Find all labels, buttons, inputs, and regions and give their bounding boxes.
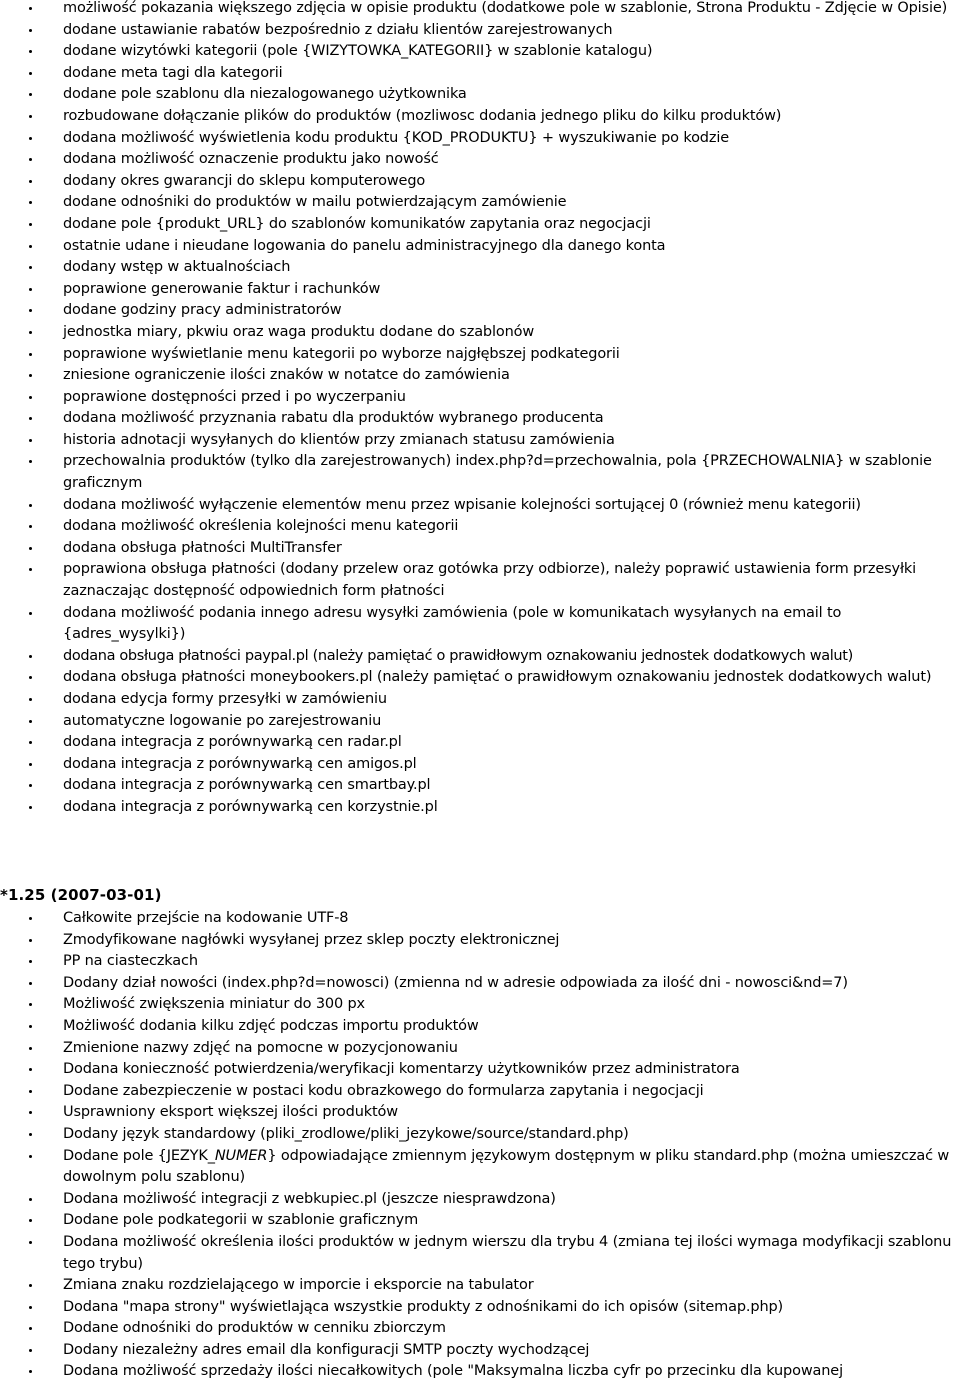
bullet-icon [29, 939, 32, 942]
list-item-text: dodane pole szablonu dla niezalogowanego użytkownika [63, 86, 467, 103]
bullet-icon [29, 720, 32, 723]
bullet-icon [29, 698, 32, 701]
list-item [0, 1146, 960, 1189]
list-item [0, 1124, 960, 1146]
list-item-text: Dodane odnośniki do produktów w cenniku zbiorczym [63, 1320, 446, 1337]
bullet-icon [29, 396, 32, 399]
bullet-icon [29, 180, 32, 183]
list-item-text: Dodane pole {JEZYK_ [63, 1147, 215, 1164]
list-item-text: dodana integracja z porównywarką cen amigos.pl [63, 755, 417, 772]
bullet-icon [29, 1327, 32, 1330]
list-item [0, 754, 960, 776]
list-item [0, 775, 960, 797]
list-item-text: poprawione dostępności przed i po wyczerpaniu [63, 388, 406, 405]
bullet-icon [29, 1111, 32, 1114]
list-item-text: poprawione wyświetlanie menu kategorii po wyborze najgłębszej podkategorii [63, 345, 620, 362]
list-item [0, 1038, 960, 1060]
bullet-icon [29, 137, 32, 140]
list-item-text: Dodany dział nowości (index.php?d=nowosci) (zmienna nd w adresie odpowiada za ilość dni - nowosci&nd=7) [63, 974, 848, 991]
list-item-text: dodane meta tagi dla kategorii [63, 64, 283, 81]
bullet-icon [29, 115, 32, 118]
bullet-icon [29, 1198, 32, 1201]
list-item [0, 149, 960, 171]
list-item [0, 603, 960, 646]
list-item [0, 689, 960, 711]
list-item [0, 279, 960, 301]
list-item [0, 300, 960, 322]
bullet-icon [29, 612, 32, 615]
list-item [0, 41, 960, 63]
bullet-icon [29, 784, 32, 787]
list-item [0, 1361, 960, 1383]
list-item [0, 84, 960, 106]
bullet-icon [29, 1241, 32, 1244]
list-item-text: możliwość pokazania większego zdjęcia w opisie produktu (dodatkowe pole w szablonie, Strona Produktu - Zdjęcie w Opisie) [63, 0, 948, 16]
list-item [0, 797, 960, 819]
list-item-text: poprawione generowanie faktur i rachunków [63, 280, 381, 297]
bullet-icon [29, 1133, 32, 1136]
list-item [0, 1081, 960, 1103]
list-item-text: dodane wizytówki kategorii (pole {WIZYTOWKA_KATEGORII} w szablonie katalogu) [63, 43, 653, 60]
list-item [0, 930, 960, 952]
bullet-icon [29, 460, 32, 463]
bullet-icon [29, 223, 32, 226]
list-item [0, 1059, 960, 1081]
bullet-icon [29, 439, 32, 442]
list-item-text: Dodana "mapa strony" wyświetlająca wszystkie produkty z odnośnikami do ich opisów (sitemap.php) [63, 1298, 784, 1315]
list-item-text: zniesione ograniczenie ilości znaków w notatce do zamówienia [63, 367, 510, 384]
list-item-text: Zmiana znaku rozdzielającego w imporcie i eksporcie na tabulator [63, 1277, 534, 1294]
bullet-icon [29, 93, 32, 96]
bullet-icon [29, 763, 32, 766]
list-item-text: dodana możliwość podania innego adresu wysyłki zamówienia (pole w komunikatach wysyłanych na email to {adres_wysylki}) [63, 604, 842, 643]
list-item-text: dodany okres gwarancji do sklepu komputerowego [63, 172, 426, 189]
list-item-text: Możliwość zwiększenia miniatur do 300 px [63, 996, 365, 1013]
list-item [0, 106, 960, 128]
list-item [0, 1297, 960, 1319]
list-item-text: automatyczne logowanie po zarejestrowaniu [63, 712, 382, 729]
bullet-icon [29, 655, 32, 658]
list-item [0, 322, 960, 344]
list-item-text: dodana obsługa płatności paypal.pl (należy pamiętać o prawidłowym oznakowaniu jednostek dodatkowych walut) [63, 647, 853, 664]
list-item [0, 128, 960, 150]
bullet-icon [29, 1068, 32, 1071]
bullet-icon [29, 547, 32, 550]
bullet-icon [29, 1047, 32, 1050]
list-item [0, 1102, 960, 1124]
list-item [0, 1232, 960, 1275]
list-item [0, 732, 960, 754]
list-item [0, 994, 960, 1016]
list-item [0, 667, 960, 689]
list-item [0, 430, 960, 452]
list-item [0, 538, 960, 560]
list-item [0, 1318, 960, 1340]
changelog-list-1-25 [0, 908, 960, 1383]
bullet-icon [29, 1284, 32, 1287]
list-item-text: dodane pole {produkt_URL} do szablonów komunikatów zapytania oraz negocjacji [63, 215, 651, 232]
bullet-icon [29, 158, 32, 161]
bullet-icon [29, 1306, 32, 1309]
bullet-icon [29, 960, 32, 963]
bullet-icon [29, 1370, 32, 1373]
bullet-icon [29, 353, 32, 356]
list-item [0, 1340, 960, 1362]
bullet-icon [29, 806, 32, 809]
list-item-text: jednostka miary, pkwiu oraz waga produktu dodane do szablonów [63, 323, 535, 340]
bullet-icon [29, 1349, 32, 1352]
list-item [0, 559, 960, 602]
bullet-icon [29, 1219, 32, 1222]
bullet-icon [29, 309, 32, 312]
list-item-text: Całkowite przejście na kodowanie UTF-8 [63, 910, 349, 926]
list-item [0, 365, 960, 387]
list-item [0, 192, 960, 214]
list-item [0, 1210, 960, 1232]
list-item-text: Usprawniony eksport większej ilości produktów [63, 1104, 398, 1121]
bullet-icon [29, 417, 32, 420]
list-item [0, 408, 960, 430]
list-item-text: rozbudowane dołączanie plików do produktów (mozliwosc dodania jednego pliku do kilku produktów) [63, 107, 782, 124]
bullet-icon [29, 1090, 32, 1093]
bullet-icon [29, 50, 32, 53]
list-item [0, 0, 960, 20]
list-item-text: Dodana możliwość określenia ilości produktów w jednym wierszu dla trybu 4 (zmiana tej ilości wymaga modyfikacji szablonu tego trybu) [63, 1233, 952, 1272]
list-item-text: dodana integracja z porównywarką cen smartbay.pl [63, 777, 431, 794]
bullet-icon [29, 201, 32, 204]
list-item-text: dodane odnośniki do produktów w mailu potwierdzającym zamówienie [63, 194, 567, 211]
bullet-icon [29, 266, 32, 269]
bullet-icon [29, 288, 32, 291]
bullet-icon [29, 982, 32, 985]
list-item [0, 908, 960, 930]
list-item-text: Możliwość dodania kilku zdjęć podczas importu produktów [63, 1017, 479, 1034]
bullet-icon [29, 1003, 32, 1006]
list-item [0, 711, 960, 733]
list-item-text: dodana możliwość oznaczenie produktu jako nowość [63, 151, 439, 168]
bullet-icon [29, 72, 32, 75]
list-item-text: Dodana możliwość integracji z webkupiec.pl (jeszcze niesprawdzona) [63, 1190, 556, 1207]
list-item-text: ostatnie udane i nieudane logowania do panelu administracyjnego dla danego konta [63, 237, 666, 254]
list-item-text: } odpowiadające zmiennym językowym dostępnym w pliku standard.php (można umieszczać w dowolnym polu szablonu) [63, 1147, 950, 1186]
list-item [0, 344, 960, 366]
bullet-icon [29, 525, 32, 528]
list-item [0, 171, 960, 193]
list-item-text: dodana możliwość przyznania rabatu dla produktów wybranego producenta [63, 410, 604, 427]
bullet-icon [29, 504, 32, 507]
list-item-text: Dodane zabezpieczenie w postaci kodu obrazkowego do formularza zapytania i negocjacji [63, 1082, 704, 1099]
list-item [0, 516, 960, 538]
list-item [0, 646, 960, 668]
list-item [0, 495, 960, 517]
list-item-text: Dodana możliwość sprzedaży ilości niecałkowitych (pole "Maksymalna liczba cyfr po przecinku dla kupowanej [63, 1363, 843, 1380]
list-item-text: dodana obsługa płatności moneybookers.pl (należy pamiętać o prawidłowym oznakowaniu jednostek dodatkowych walut) [63, 669, 932, 686]
bullet-icon [29, 741, 32, 744]
list-item-text-italic: NUMER [214, 1147, 268, 1164]
list-item-text: Dodane pole podkategorii w szablonie graficznym [63, 1212, 419, 1229]
list-item-text: dodane ustawianie rabatów bezpośrednio z działu klientów zarejestrowanych [63, 21, 613, 38]
version-heading: *1.25 (2007-03-01) [0, 886, 162, 904]
list-item-text: dodana integracja z porównywarką cen korzystnie.pl [63, 798, 438, 815]
list-item-text: Zmodyfikowane nagłówki wysyłanej przez sklep poczty elektronicznej [63, 931, 560, 948]
list-item [0, 951, 960, 973]
bullet-icon [29, 568, 32, 571]
list-item-text: Dodana konieczność potwierdzenia/weryfikacji komentarzy użytkowników przez administratora [63, 1061, 740, 1078]
list-item-text: dodana obsługa płatności MultiTransfer [63, 539, 342, 556]
list-item-text: dodana możliwość wyświetlenia kodu produktu {KOD_PRODUKTU} + wyszukiwanie po kodzie [63, 129, 729, 146]
list-item [0, 20, 960, 42]
list-item-text: przechowalnia produktów (tylko dla zarejestrowanych) index.php?d=przechowalnia, pola {PRZECHOWALNIA} w szablonie graficznym [63, 453, 932, 492]
bullet-icon [29, 331, 32, 334]
bullet-icon [29, 1155, 32, 1158]
list-item-text: dodana możliwość wyłączenie elementów menu przez wpisanie kolejności sortującej 0 (również menu kategorii) [63, 496, 861, 513]
list-item-text: dodana edycja formy przesyłki w zamówieniu [63, 691, 387, 707]
list-item-text: dodane godziny pracy administratorów [63, 302, 342, 319]
list-item [0, 63, 960, 85]
list-item-text: poprawiona obsługa płatności (dodany przelew oraz gotówka przy odbiorze), należy poprawić ustawienia form przesyłki zaznaczając dostępność odpowiednich form płatności [63, 561, 917, 600]
list-item [0, 1189, 960, 1211]
list-item-text: Zmienione nazwy zdjęć na pomocne w pozycjonowaniu [63, 1039, 458, 1056]
bullet-icon [29, 245, 32, 248]
list-item [0, 973, 960, 995]
bullet-icon [29, 676, 32, 679]
bullet-icon [29, 29, 32, 32]
list-item [0, 1016, 960, 1038]
list-item [0, 236, 960, 258]
list-item-text: PP na ciasteczkach [63, 953, 198, 970]
list-item [0, 451, 960, 494]
list-item-text: dodana integracja z porównywarką cen radar.pl [63, 734, 402, 751]
list-item [0, 1275, 960, 1297]
list-item-text: dodana możliwość określenia kolejności menu kategorii [63, 518, 459, 535]
bullet-icon [29, 374, 32, 377]
list-item-text: historia adnotacji wysyłanych do klientów przy zmianach statusu zamówienia [63, 431, 615, 448]
list-item-text: Dodany niezależny adres email dla konfiguracji SMTP poczty wychodzącej [63, 1341, 590, 1358]
bullet-icon [29, 1025, 32, 1028]
list-item-text: Dodany język standardowy (pliki_zrodlowe/pliki_jezykowe/source/standard.php) [63, 1125, 629, 1142]
list-item-text: dodany wstęp w aktualnościach [63, 259, 291, 276]
list-item [0, 214, 960, 236]
bullet-icon [29, 917, 32, 920]
bullet-icon [29, 7, 32, 10]
list-item [0, 387, 960, 409]
list-item [0, 257, 960, 279]
